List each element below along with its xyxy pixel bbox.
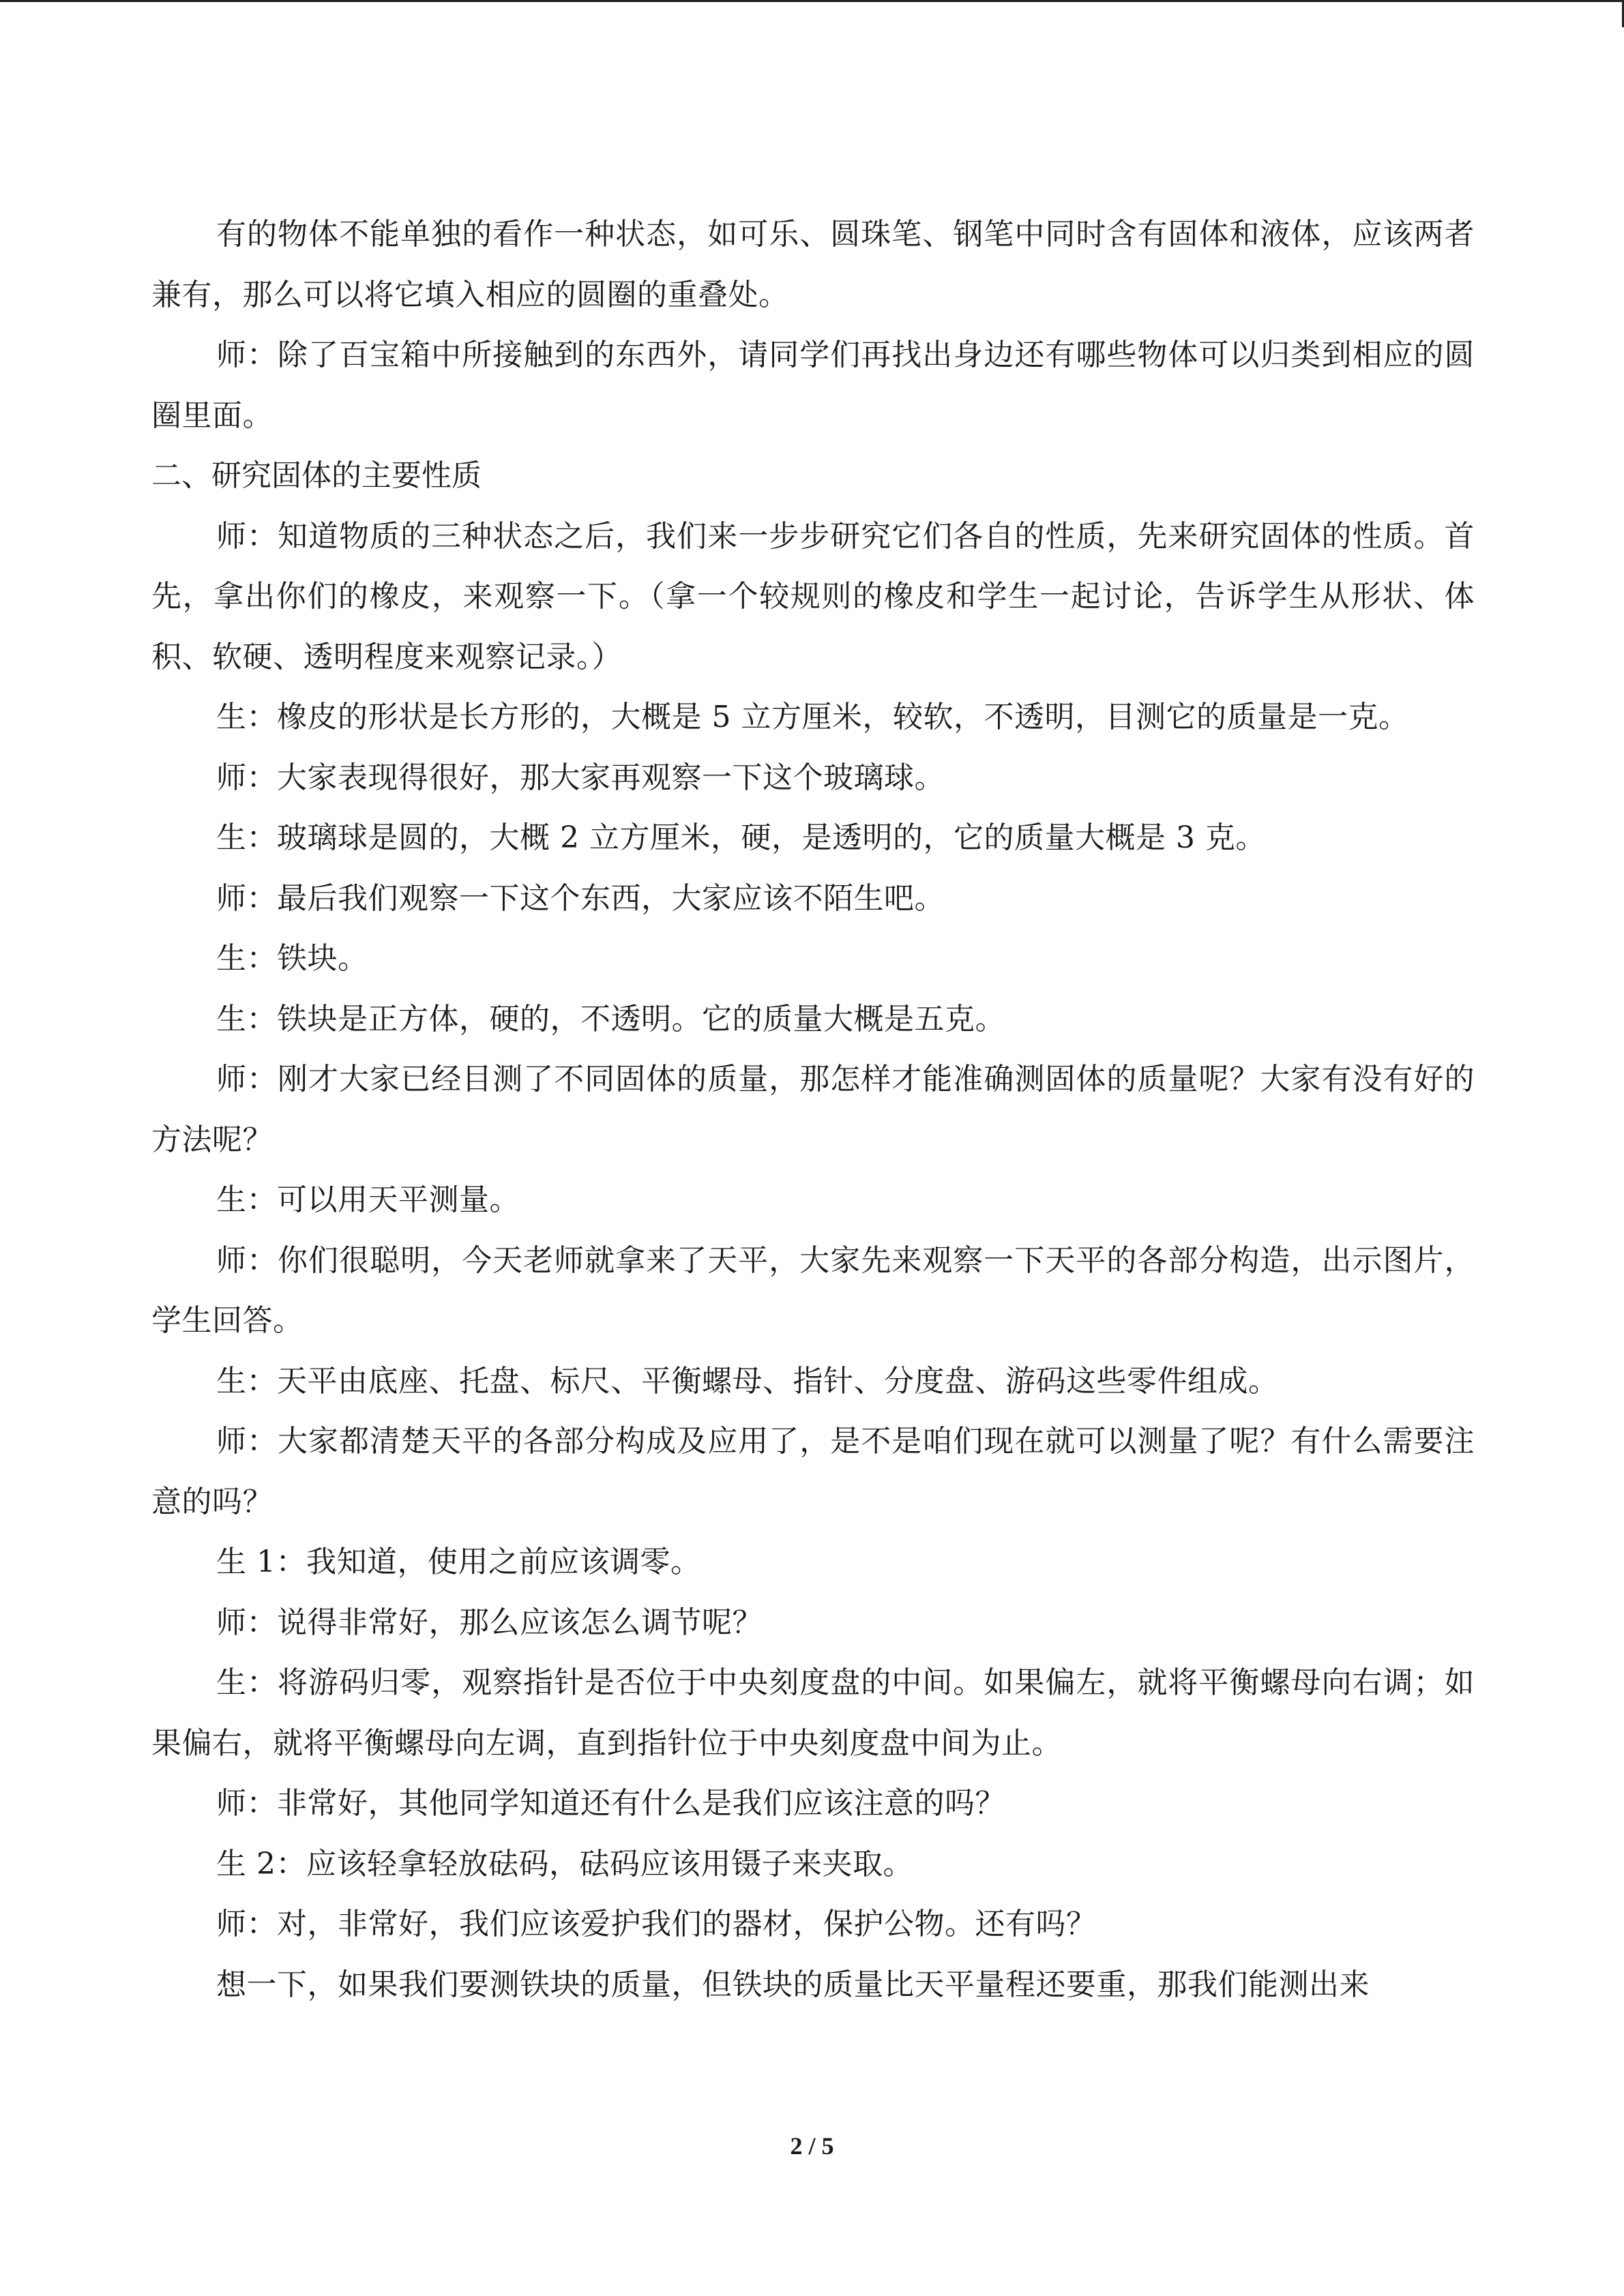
paragraph: 生：将游码归零，观察指针是否位于中央刻度盘的中间。如果偏左，就将平衡螺母向右调；如果偏右，就将平衡螺母向左调，直到指针位于中央刻度盘中间为止。 <box>151 1665 1475 1761</box>
paragraph: 生：铁块。 <box>216 941 368 976</box>
paragraph: 生 2：应该轻拿轻放砝码，砝码应该用镊子来夹取。 <box>216 1846 913 1881</box>
paragraph: 师：除了百宝箱中所接触到的东西外，请同学们再找出身边还有哪些物体可以归类到相应的圆圈里面。 <box>151 338 1475 433</box>
paragraph: 师：你们很聪明，今天老师就拿来了天平，大家先来观察一下天平的各部分构造，出示图片，学生回答。 <box>151 1242 1475 1338</box>
paragraph: 想一下，如果我们要测铁块的质量，但铁块的质量比天平量程还要重，那我们能测出来 <box>216 1967 1370 2002</box>
paragraph: 师：知道物质的三种状态之后，我们来一步步研究它们各自的性质，先来研究固体的性质。首先，拿出你们的橡皮，来观察一下。（拿一个较规则的橡皮和学生一起讨论，告诉学生从形状、体积、软硬、透明程度来观察记录。） <box>151 518 1475 674</box>
document-body <box>151 205 1475 2015</box>
paragraph: 师：最后我们观察一下这个东西，大家应该不陌生吧。 <box>216 880 945 916</box>
paragraph: 生 1：我知道，使用之前应该调零。 <box>216 1545 701 1579</box>
paragraph: 生：可以用天平测量。 <box>216 1182 520 1217</box>
paragraph: 生：天平由底座、托盘、标尺、平衡螺母、指针、分度盘、游码这些零件组成。 <box>216 1363 1279 1399</box>
page-number: 2 / 5 <box>790 2132 834 2160</box>
page-top-border <box>0 0 1624 2</box>
paragraph: 生：玻璃球是圆的，大概 2 立方厘米，硬，是透明的，它的质量大概是 3 克。 <box>216 820 1266 855</box>
paragraph: 师：刚才大家已经目测了不同固体的质量，那怎样才能准确测固体的质量呢？大家有没有好的方法呢？ <box>151 1062 1475 1157</box>
paragraph: 师：大家都清楚天平的各部分构成及应用了，是不是咱们现在就可以测量了呢？有什么需要注意的吗？ <box>151 1424 1475 1519</box>
paragraph: 师：对，非常好，我们应该爱护我们的器材，保护公物。还有吗？ <box>216 1907 1097 1941</box>
section-heading: 二、研究固体的主要性质 <box>151 458 482 493</box>
paragraph: 师：说得非常好，那么应该怎么调节呢？ <box>216 1605 763 1640</box>
paragraph: 师：非常好，其他同学知道还有什么是我们应该注意的吗？ <box>216 1786 1005 1821</box>
paragraph: 师：大家表现得很好，那大家再观察一下这个玻璃球。 <box>216 760 945 795</box>
paragraph: 生：铁块是正方体，硬的，不透明。它的质量大概是五克。 <box>216 1001 1005 1037</box>
paragraph: 有的物体不能单独的看作一种状态，如可乐、圆珠笔、钢笔中同时含有固体和液体，应该两者兼有，那么可以将它填入相应的圆圈的重叠处。 <box>151 217 1475 312</box>
paragraph: 生：橡皮的形状是长方形的，大概是 5 立方厘米，较软，不透明，目测它的质量是一克。 <box>216 700 1409 734</box>
